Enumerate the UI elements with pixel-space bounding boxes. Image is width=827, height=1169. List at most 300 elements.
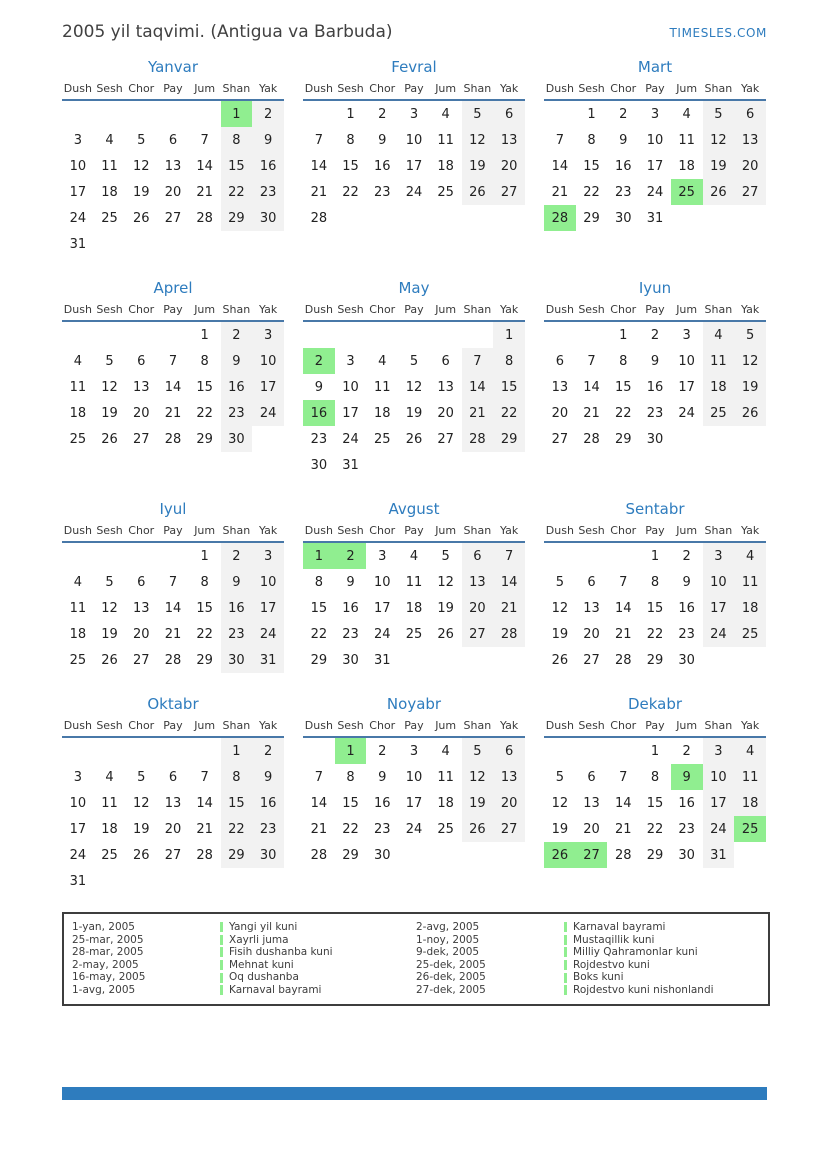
day-cell: 6 — [493, 737, 525, 764]
day-cell — [252, 868, 284, 894]
month-table — [544, 303, 766, 452]
day-cell: 18 — [101, 184, 118, 200]
day-cell — [430, 842, 462, 868]
day-cell: 26 — [703, 179, 735, 205]
day-cell: 30 — [310, 457, 328, 473]
day-cell: 12 — [437, 574, 454, 590]
holiday-marker-icon — [220, 935, 223, 945]
day-cell: 14 — [310, 795, 328, 811]
month-title-link[interactable]: Dekabr — [627, 695, 683, 713]
day-cell: 10 — [703, 569, 735, 595]
weekday-label: Sesh — [337, 82, 364, 95]
day-cell: 27 — [132, 652, 150, 668]
day-cell: 19 — [734, 374, 766, 400]
day-cell — [125, 100, 157, 127]
day-cell: 25 — [101, 210, 118, 226]
day-cell: 15 — [646, 600, 664, 616]
day-cell: 26 — [132, 210, 150, 226]
day-cell: 25 — [69, 652, 87, 668]
weekday-label: Pay — [404, 719, 424, 732]
day-cell: 2 — [682, 743, 691, 759]
month-title-link[interactable]: Yanvar — [147, 58, 199, 76]
weekday-label: Chor — [610, 82, 637, 95]
day-cell — [493, 842, 525, 868]
legend-date: 26-dek, 2005 — [416, 971, 486, 984]
day-cell: 7 — [168, 574, 178, 590]
day-cell: 24 — [703, 621, 735, 647]
day-cell: 14 — [583, 379, 600, 395]
day-cell — [734, 647, 766, 673]
weekday-label: Sesh — [96, 524, 123, 537]
day-cell: 23 — [252, 816, 284, 842]
day-cell: 6 — [493, 100, 525, 127]
month-table — [544, 719, 766, 868]
day-cell: 12 — [734, 348, 766, 374]
month-fevral — [303, 58, 525, 231]
day-cell: 18 — [69, 626, 87, 642]
day-cell: 4 — [703, 321, 735, 348]
day-cell: 7 — [619, 574, 628, 590]
weekday-label: Jum — [194, 524, 216, 537]
day-cell — [398, 647, 430, 673]
legend-date: 1-avg, 2005 — [72, 983, 136, 996]
day-cell: 15 — [493, 374, 525, 400]
day-cell: 21 — [614, 821, 632, 837]
day-cell: 22 — [646, 626, 664, 642]
day-cell: 9 — [252, 764, 284, 790]
day-cell: 29 — [310, 652, 328, 668]
month-title-link[interactable]: May — [398, 279, 430, 297]
day-cell: 1 — [303, 542, 335, 569]
day-cell — [398, 452, 430, 478]
day-cell: 26 — [551, 652, 569, 668]
day-cell: 2 — [252, 737, 284, 764]
day-cell: 16 — [373, 158, 391, 174]
day-cell: 12 — [132, 158, 150, 174]
legend-holiday-name: Yangi yil kuni — [229, 921, 298, 933]
day-cell — [189, 231, 221, 257]
weekday-label: Shan — [463, 719, 492, 732]
month-title-link[interactable]: Iyul — [159, 500, 187, 518]
day-cell: 28 — [196, 847, 213, 863]
day-cell: 14 — [164, 379, 182, 395]
day-cell: 17 — [405, 158, 423, 174]
weekday-label: Yak — [499, 524, 519, 537]
legend-date: 1-noy, 2005 — [416, 933, 480, 946]
month-iyun — [544, 279, 766, 452]
legend-holiday-name: Mehnat kuni — [229, 958, 294, 971]
day-cell: 12 — [703, 127, 735, 153]
weekday-label: Yak — [258, 524, 278, 537]
day-cell: 28 — [583, 431, 600, 447]
day-cell — [398, 321, 430, 348]
legend-holiday-name: Rojdestvo kuni — [573, 958, 650, 971]
day-cell: 6 — [441, 353, 450, 369]
weekday-label: Jum — [676, 719, 698, 732]
day-cell — [493, 205, 525, 231]
day-cell: 23 — [373, 821, 391, 837]
day-cell — [576, 321, 608, 348]
holiday-marker-icon — [220, 947, 223, 957]
holiday-marker-icon — [564, 935, 567, 945]
legend-row — [416, 946, 760, 959]
day-cell: 3 — [703, 542, 735, 569]
weekday-label: Shan — [463, 524, 492, 537]
day-cell — [703, 426, 735, 452]
day-cell: 25 — [734, 621, 766, 647]
legend-name-wrap — [220, 921, 297, 934]
day-cell: 13 — [493, 764, 525, 790]
day-cell: 9 — [314, 379, 323, 395]
month-title-link[interactable]: Aprel — [153, 279, 193, 297]
day-cell: 1 — [587, 106, 596, 122]
day-cell: 1 — [619, 327, 628, 343]
day-cell: 7 — [555, 132, 564, 148]
day-cell: 2 — [650, 327, 660, 343]
day-cell: 31 — [69, 873, 87, 889]
month-table — [62, 82, 284, 257]
day-cell: 18 — [703, 374, 735, 400]
weekday-label: Jum — [435, 303, 457, 316]
weekday-label: Pay — [404, 82, 424, 95]
weekday-label: Dush — [63, 82, 92, 95]
day-cell: 31 — [69, 236, 87, 252]
weekday-label: Yak — [499, 303, 519, 316]
weekday-label: Sesh — [96, 719, 123, 732]
legend-row — [72, 984, 416, 997]
day-cell: 27 — [576, 842, 608, 868]
weekday-label: Chor — [128, 303, 155, 316]
day-cell — [125, 321, 157, 348]
day-cell: 20 — [132, 626, 150, 642]
holiday-marker-icon — [564, 947, 567, 957]
day-cell: 30 — [252, 205, 284, 231]
day-cell: 25 — [101, 847, 118, 863]
day-cell: 13 — [164, 795, 182, 811]
day-cell — [366, 452, 398, 478]
day-cell: 25 — [437, 821, 454, 837]
day-cell: 24 — [405, 184, 423, 200]
day-cell: 13 — [132, 379, 150, 395]
legend-name-wrap — [220, 971, 299, 984]
legend-row — [72, 959, 416, 972]
day-cell: 11 — [734, 764, 766, 790]
weekday-label: Shan — [463, 303, 492, 316]
legend-group — [416, 921, 760, 997]
day-cell: 8 — [493, 348, 525, 374]
day-cell: 18 — [405, 600, 423, 616]
day-cell: 30 — [221, 647, 253, 673]
weekday-label: Dush — [545, 524, 574, 537]
day-cell: 28 — [310, 847, 328, 863]
day-cell: 23 — [678, 821, 695, 837]
day-cell: 17 — [373, 600, 391, 616]
day-cell: 22 — [221, 816, 253, 842]
weekday-label: Chor — [369, 82, 396, 95]
day-cell: 6 — [168, 132, 178, 148]
day-cell: 21 — [196, 184, 213, 200]
day-cell: 1 — [335, 737, 367, 764]
legend-holiday-name: Xayrli juma — [229, 933, 289, 946]
weekday-label: Shan — [222, 524, 251, 537]
day-cell: 16 — [221, 595, 253, 621]
day-cell: 23 — [221, 621, 253, 647]
legend-name-wrap — [564, 984, 714, 997]
day-cell: 5 — [137, 132, 146, 148]
month-noyabr — [303, 695, 525, 868]
legend-group — [72, 921, 416, 997]
day-cell — [189, 737, 221, 764]
day-cell: 22 — [493, 400, 525, 426]
legend-date: 9-dek, 2005 — [416, 946, 480, 959]
day-cell: 2 — [303, 348, 335, 374]
legend-row — [72, 934, 416, 947]
day-cell: 25 — [734, 816, 766, 842]
month-table — [303, 524, 525, 673]
legend-holiday-name: Rojdestvo kuni nishonlandi — [573, 983, 714, 996]
day-cell: 5 — [441, 548, 450, 564]
day-cell: 16 — [303, 400, 335, 426]
day-cell: 7 — [168, 353, 178, 369]
day-cell: 2 — [378, 106, 387, 122]
day-cell: 6 — [168, 769, 178, 785]
day-cell: 9 — [619, 132, 628, 148]
day-cell: 20 — [734, 153, 766, 179]
day-cell: 23 — [310, 431, 328, 447]
day-cell: 9 — [346, 574, 355, 590]
day-cell: 18 — [678, 158, 695, 174]
day-cell: 4 — [682, 106, 691, 122]
weekday-label: Dush — [304, 524, 333, 537]
day-cell — [157, 321, 189, 348]
day-cell: 2 — [335, 542, 367, 569]
day-cell — [544, 100, 576, 127]
day-cell: 14 — [614, 600, 632, 616]
day-cell: 2 — [221, 542, 253, 569]
day-cell: 19 — [551, 821, 569, 837]
day-cell: 31 — [703, 842, 735, 868]
weekday-label: Sesh — [337, 524, 364, 537]
day-cell: 31 — [646, 210, 664, 226]
day-cell: 13 — [551, 379, 569, 395]
day-cell: 21 — [462, 400, 494, 426]
page-title: 2005 yil taqvimi. (Antigua va Barbuda) — [62, 22, 393, 42]
day-cell: 14 — [614, 795, 632, 811]
day-cell: 28 — [493, 621, 525, 647]
day-cell: 9 — [221, 348, 253, 374]
day-cell: 13 — [583, 795, 600, 811]
weekday-label: Pay — [163, 303, 183, 316]
day-cell — [703, 205, 735, 231]
day-cell: 23 — [614, 184, 632, 200]
day-cell — [303, 737, 335, 764]
day-cell: 18 — [734, 595, 766, 621]
day-cell: 10 — [405, 769, 423, 785]
legend-date: 27-dek, 2005 — [416, 983, 486, 996]
day-cell: 9 — [378, 769, 387, 785]
day-cell: 4 — [378, 353, 387, 369]
day-cell: 4 — [105, 769, 114, 785]
day-cell: 27 — [734, 179, 766, 205]
day-cell: 26 — [101, 652, 118, 668]
day-cell: 18 — [437, 158, 454, 174]
day-cell: 3 — [346, 353, 355, 369]
day-cell: 23 — [221, 400, 253, 426]
day-cell — [157, 100, 189, 127]
day-cell: 1 — [200, 548, 209, 564]
day-cell: 11 — [69, 600, 87, 616]
day-cell: 30 — [342, 652, 359, 668]
month-title-link[interactable]: Sentabr — [625, 500, 685, 518]
day-cell — [157, 868, 189, 894]
weekday-label: Shan — [222, 719, 251, 732]
month-title-link[interactable]: Oktabr — [147, 695, 199, 713]
weekday-label: Dush — [545, 82, 574, 95]
page-header — [62, 22, 767, 42]
day-cell: 16 — [646, 379, 664, 395]
weekday-label: Chor — [369, 719, 396, 732]
day-cell: 17 — [703, 595, 735, 621]
weekday-label: Chor — [128, 719, 155, 732]
day-cell: 11 — [101, 795, 118, 811]
weekday-label: Jum — [676, 303, 698, 316]
month-avgust — [303, 500, 525, 673]
legend-row — [72, 921, 416, 934]
weekday-label: Sesh — [337, 719, 364, 732]
day-cell — [62, 737, 94, 764]
day-cell: 13 — [583, 600, 600, 616]
day-cell: 8 — [221, 764, 253, 790]
day-cell — [544, 737, 576, 764]
day-cell: 2 — [221, 321, 253, 348]
day-cell: 28 — [614, 652, 632, 668]
day-cell — [366, 205, 398, 231]
day-cell: 17 — [252, 595, 284, 621]
holiday-marker-icon — [564, 973, 567, 983]
day-cell: 16 — [252, 153, 284, 179]
day-cell: 4 — [409, 548, 419, 564]
day-cell: 14 — [196, 158, 213, 174]
day-cell: 3 — [650, 106, 660, 122]
day-cell: 13 — [437, 379, 454, 395]
month-title-link[interactable]: Noyabr — [386, 695, 442, 713]
day-cell: 1 — [346, 106, 355, 122]
day-cell: 21 — [551, 184, 569, 200]
day-cell — [462, 842, 494, 868]
day-cell: 12 — [462, 764, 494, 790]
month-table — [303, 82, 525, 231]
day-cell: 29 — [646, 847, 664, 863]
holiday-marker-icon — [220, 985, 223, 995]
day-cell: 8 — [314, 574, 323, 590]
day-cell: 15 — [583, 158, 600, 174]
day-cell — [252, 426, 284, 452]
timesles-brand-link[interactable]: TIMESLES.COM — [669, 26, 767, 40]
day-cell: 15 — [342, 795, 359, 811]
day-cell: 16 — [252, 790, 284, 816]
day-cell: 17 — [342, 405, 359, 421]
day-cell: 8 — [346, 769, 355, 785]
day-cell: 27 — [462, 621, 494, 647]
month-title-link[interactable]: Fevral — [391, 58, 437, 76]
weekday-label: Yak — [258, 719, 278, 732]
day-cell: 15 — [221, 790, 253, 816]
day-cell: 8 — [650, 769, 660, 785]
weekday-label: Chor — [369, 524, 396, 537]
day-cell: 25 — [405, 626, 423, 642]
day-cell: 20 — [164, 821, 182, 837]
day-cell: 22 — [196, 626, 213, 642]
legend-row — [72, 971, 416, 984]
day-cell: 7 — [314, 769, 323, 785]
day-cell: 26 — [437, 626, 454, 642]
day-cell: 19 — [462, 790, 494, 816]
day-cell: 8 — [650, 574, 660, 590]
day-cell: 11 — [101, 158, 118, 174]
day-cell: 29 — [646, 652, 664, 668]
month-iyul — [62, 500, 284, 673]
day-cell: 28 — [164, 431, 182, 447]
day-cell: 6 — [587, 574, 596, 590]
day-cell: 14 — [164, 600, 182, 616]
day-cell: 24 — [342, 431, 359, 447]
day-cell: 2 — [252, 100, 284, 127]
day-cell: 30 — [614, 210, 632, 226]
day-cell — [493, 452, 525, 478]
day-cell: 11 — [405, 574, 423, 590]
weekday-label: Pay — [163, 524, 183, 537]
day-cell: 25 — [671, 179, 703, 205]
day-cell: 23 — [373, 184, 391, 200]
day-cell: 6 — [734, 100, 766, 127]
day-cell: 16 — [373, 795, 391, 811]
day-cell: 27 — [551, 431, 569, 447]
day-cell: 16 — [678, 795, 695, 811]
day-cell: 20 — [493, 790, 525, 816]
legend-holiday-name: Fisih dushanba kuni — [229, 946, 333, 959]
holiday-marker-icon — [564, 985, 567, 995]
day-cell — [125, 868, 157, 894]
day-cell: 11 — [373, 379, 391, 395]
month-title-link[interactable]: Mart — [637, 58, 673, 76]
day-cell — [125, 737, 157, 764]
legend-holiday-name: Milliy Qahramonlar kuni — [573, 946, 698, 959]
day-cell: 29 — [196, 652, 213, 668]
day-cell: 3 — [409, 106, 419, 122]
day-cell: 26 — [544, 842, 576, 868]
day-cell: 5 — [703, 100, 735, 127]
day-cell: 17 — [252, 374, 284, 400]
weekday-label: Sesh — [96, 82, 123, 95]
weekday-label: Shan — [704, 524, 733, 537]
month-table — [62, 524, 284, 673]
day-cell: 23 — [252, 179, 284, 205]
legend-holiday-name: Boks kuni — [573, 971, 624, 984]
day-cell: 4 — [441, 106, 450, 122]
day-cell: 12 — [132, 795, 150, 811]
month-title-link[interactable]: Iyun — [638, 279, 672, 297]
day-cell: 14 — [462, 374, 494, 400]
day-cell — [462, 321, 494, 348]
day-cell: 24 — [646, 184, 664, 200]
day-cell: 26 — [462, 816, 494, 842]
day-cell: 1 — [493, 321, 525, 348]
day-cell — [62, 542, 94, 569]
month-title-link[interactable]: Avgust — [388, 500, 440, 518]
day-cell — [303, 100, 335, 127]
day-cell: 3 — [252, 542, 284, 569]
weekday-label: Sesh — [578, 719, 605, 732]
